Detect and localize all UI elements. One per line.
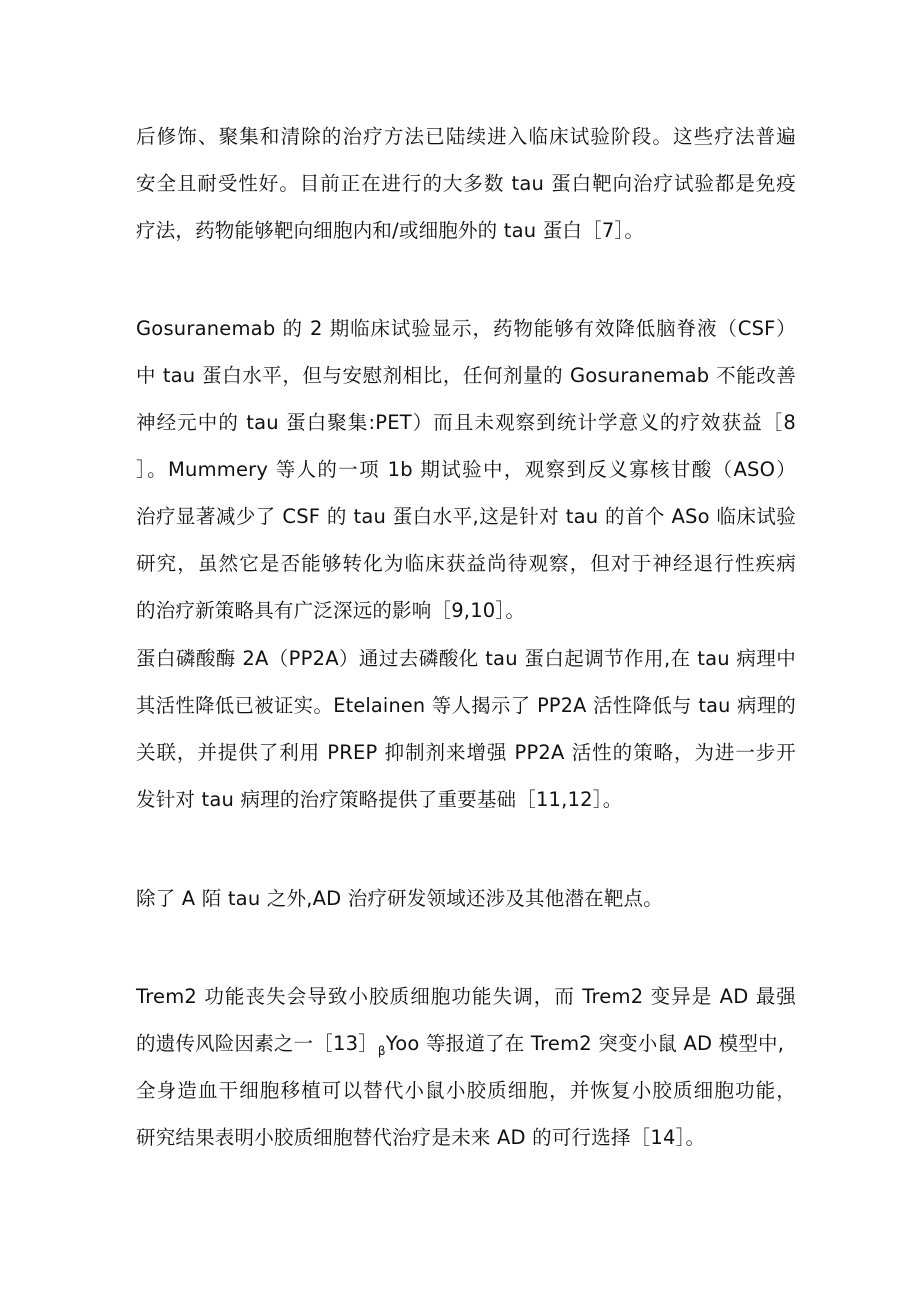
paragraph-2-line-5: 治疗显著减少了 CSF 的 tau 蛋白水平,这是针对 tau 的首个 ASo 临床试验 [136,505,796,528]
paragraph-2-line-3: 神经元中的 tau 蛋白聚集:PET）而且未观察到统计学意义的疗效获益［8 [136,411,796,434]
paragraph-1-line-1: 后修饰、聚集和清除的治疗方法已陆续进入临床试验阶段。这些疗法普遍 [136,125,796,148]
paragraph-1-line-2: 安全且耐受性好。目前正在进行的大多数 tau 蛋白靶向治疗试验都是免疫 [136,172,796,195]
paragraph-5-line-2-rest: Yoo 等报道了在 Trem2 突变小鼠 AD 模型中, [385,1032,785,1055]
paragraph-2-line-7: 的治疗新策略具有广泛深远的影响［9,10］。 [136,599,526,622]
paragraph-5-line-2-text: 的遗传风险因素之一［13］ [136,1032,378,1055]
paragraph-3-line-2: 其活性降低已被证实。Etelainen 等人揭示了 PP2A 活性降低与 tau 病理的 [136,694,796,717]
paragraph-2-line-2: 中 tau 蛋白水平，但与安慰剂相比，任何剂量的 Gosuranemab 不能改善 [136,364,796,387]
paragraph-5-line-1: Trem2 功能丧失会导致小胶质细胞功能失调，而 Trem2 变异是 AD 最强 [136,985,796,1008]
paragraph-2-line-4: ］。Mummery 等人的一项 1b 期试验中，观察到反义寡核甘酸（ASO） [136,458,796,481]
beta-subscript: β [377,1044,386,1058]
paragraph-4-line-1: 除了 A 陌 tau 之外,AD 治疗研发领域还涉及其他潜在靶点。 [136,887,663,910]
paragraph-3-line-3: 关联，并提供了利用 PREP 抑制剂来增强 PP2A 活性的策略，为进一步开 [136,741,796,764]
paragraph-3-line-1: 蛋白磷酸酶 2A（PP2A）通过去磷酸化 tau 蛋白起调节作用,在 tau 病理中 [136,647,796,670]
paragraph-2-line-1: Gosuranemab 的 2 期临床试验显示，药物能够有效降低脑脊液（CSF） [136,317,796,340]
paragraph-3-line-4: 发针对 tau 病理的治疗策略提供了重要基础［11,12］。 [136,788,623,811]
paragraph-5-line-2 [136,1031,796,1064]
paragraph-5-line-4: 研究结果表明小胶质细胞替代治疗是未来 AD 的可行选择［14］。 [136,1126,706,1149]
paragraph-1-line-3: 疗法，药物能够靶向细胞内和/或细胞外的 tau 蛋白［7］。 [136,219,645,242]
paragraph-5-line-3: 全身造血干细胞移植可以替代小鼠小胶质细胞，并恢复小胶质细胞功能， [136,1079,796,1102]
paragraph-2-line-6: 研究，虽然它是否能够转化为临床获益尚待观察，但对于神经退行性疾病 [136,552,796,575]
